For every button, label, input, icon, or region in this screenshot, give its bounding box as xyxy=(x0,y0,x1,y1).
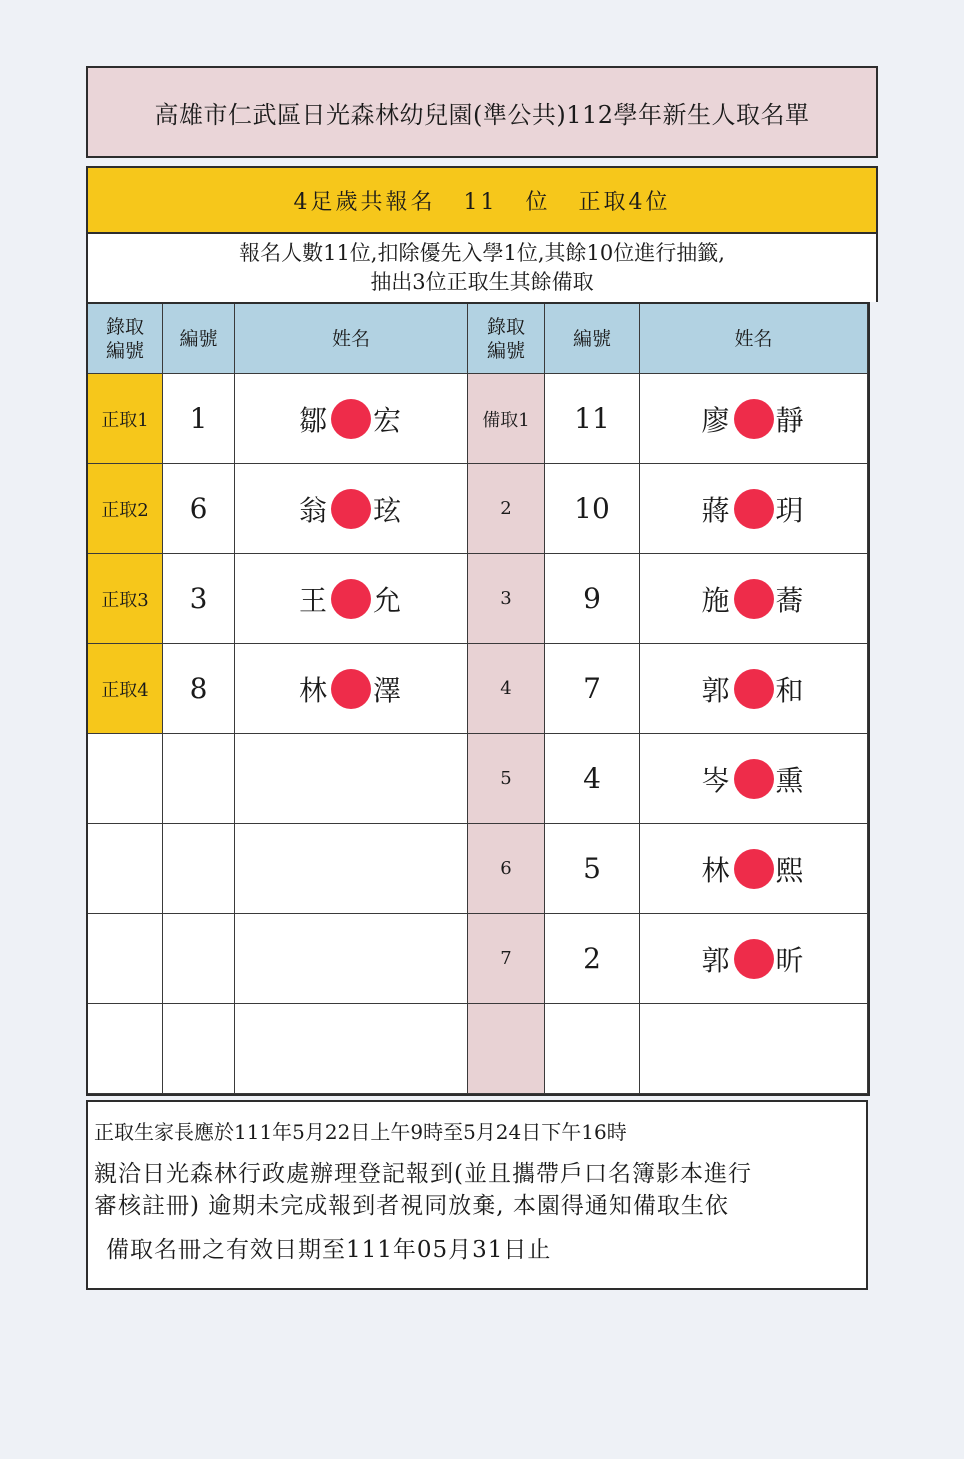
notice-line-2 xyxy=(94,1158,866,1222)
waitlist-name-cell xyxy=(640,554,868,644)
registration-notice xyxy=(86,1100,868,1290)
waitlist-name-last: 熙 xyxy=(775,853,806,887)
waitlist-label: 6 xyxy=(500,858,512,879)
waitlist-serial: 10 xyxy=(574,492,610,525)
waitlist-label: 5 xyxy=(500,768,512,789)
admit-serial: 3 xyxy=(189,582,208,615)
redaction-dot-icon xyxy=(734,489,774,529)
admit-serial-cell xyxy=(163,914,235,1004)
waitlist-serial-cell xyxy=(545,734,640,824)
waitlist-name-cell xyxy=(640,824,868,914)
waitlist-header-name-label: 姓名 xyxy=(734,327,773,350)
waitlist-serial: 7 xyxy=(583,672,601,705)
waitlist-label-cell xyxy=(468,734,545,824)
waitlist-name-cell xyxy=(640,464,868,554)
waitlist-name-cell xyxy=(640,644,868,734)
admission-table xyxy=(86,302,870,1096)
admit-label-cell xyxy=(88,734,163,824)
admit-label-cell xyxy=(88,464,163,554)
redaction-dot-icon xyxy=(331,399,371,439)
waitlist-name-last: 玥 xyxy=(775,493,806,527)
waitlist-label: 7 xyxy=(500,948,512,969)
waitlist-label-cell xyxy=(468,554,545,644)
lottery-note-line-2: 抽出3位正取生其餘備取 xyxy=(370,270,594,294)
admit-label: 正取3 xyxy=(101,589,149,611)
redaction-dot-icon xyxy=(734,399,774,439)
waitlist-name-cell xyxy=(640,1004,868,1094)
waitlist-header-admit-no-line-2: 編號 xyxy=(486,339,525,362)
waitlist-name-first: 施 xyxy=(701,583,732,617)
admit-label-cell xyxy=(88,824,163,914)
admit-name-first: 翁 xyxy=(298,493,329,527)
admit-serial-cell xyxy=(163,734,235,824)
waitlist-name-cell xyxy=(640,374,868,464)
lottery-note-line-1: 報名人數11位,扣除優先入學1位,其餘10位進行抽籤, xyxy=(239,241,725,265)
admit-name-cell xyxy=(235,914,468,1004)
quota-banner: 4足歲共報名 11 位 正取4位 xyxy=(86,166,878,234)
admit-serial-cell xyxy=(163,464,235,554)
admit-name-cell xyxy=(235,554,468,644)
admit-serial-cell xyxy=(163,824,235,914)
waitlist-serial-cell xyxy=(545,554,640,644)
waitlist-name-first: 岑 xyxy=(701,763,732,797)
waitlist-header-serial xyxy=(545,304,640,374)
waitlist-name-first: 蔣 xyxy=(701,493,732,527)
admitted-header-serial xyxy=(163,304,235,374)
admit-name-cell xyxy=(235,464,468,554)
notice-line-2b: 審核註冊) 逾期未完成報到者視同放棄, 本園得通知備取生依 xyxy=(94,1193,729,1219)
waitlist-serial: 5 xyxy=(583,852,601,885)
waitlist-header-name xyxy=(640,304,868,374)
admit-label-cell xyxy=(88,554,163,644)
waitlist-label: 3 xyxy=(500,588,512,609)
admit-label: 正取4 xyxy=(101,679,149,701)
waitlist-label-cell xyxy=(468,374,545,464)
redaction-dot-icon xyxy=(331,579,371,619)
waitlist-label: 備取1 xyxy=(482,409,530,431)
waitlist-name-first: 林 xyxy=(701,853,732,887)
admitted-header-admit-no-line-2: 編號 xyxy=(105,339,144,362)
waitlist-serial-cell xyxy=(545,1004,640,1094)
admission-sheet xyxy=(86,66,878,1290)
admit-serial: 8 xyxy=(189,672,208,705)
waitlist-name-last: 蕎 xyxy=(775,583,806,617)
admit-name-first: 林 xyxy=(298,673,329,707)
admit-name-last: 宏 xyxy=(373,403,404,437)
redaction-dot-icon xyxy=(734,759,774,799)
waitlist-serial-cell xyxy=(545,644,640,734)
admit-serial: 6 xyxy=(189,492,208,525)
admit-serial-cell xyxy=(163,1004,235,1094)
waitlist-name-last: 和 xyxy=(775,673,806,707)
admit-label: 正取1 xyxy=(101,409,149,431)
waitlist-label-cell xyxy=(468,914,545,1004)
redaction-dot-icon xyxy=(331,669,371,709)
admit-serial-cell xyxy=(163,644,235,734)
admitted-header-name-label: 姓名 xyxy=(331,327,370,350)
admit-name-cell xyxy=(235,1004,468,1094)
redaction-dot-icon xyxy=(331,489,371,529)
waitlist-header-serial-label: 編號 xyxy=(572,327,611,350)
admit-label-cell xyxy=(88,1004,163,1094)
lottery-note xyxy=(86,234,878,302)
waitlist-name-first: 郭 xyxy=(701,943,732,977)
admitted-header-serial-label: 編號 xyxy=(179,327,218,350)
admit-label-cell xyxy=(88,644,163,734)
admit-name-last: 澤 xyxy=(373,673,404,707)
redaction-dot-icon xyxy=(734,849,774,889)
waitlist-serial: 4 xyxy=(583,762,601,795)
waitlist-name-first: 廖 xyxy=(701,403,732,437)
waitlist-serial-cell xyxy=(545,824,640,914)
redaction-dot-icon xyxy=(734,669,774,709)
waitlist-label-cell xyxy=(468,644,545,734)
notice-line-3: 備取名冊之有效日期至111年05月31日止 xyxy=(106,1237,552,1263)
waitlist-header-admit-no-line-1: 錄取 xyxy=(486,315,525,338)
waitlist-name-last: 靜 xyxy=(775,403,806,437)
admit-serial-cell xyxy=(163,374,235,464)
admit-serial: 1 xyxy=(189,402,208,435)
admitted-header-admit-no xyxy=(88,304,163,374)
waitlist-label: 2 xyxy=(500,498,512,519)
waitlist-serial-cell xyxy=(545,464,640,554)
admit-name-cell xyxy=(235,644,468,734)
admit-name-last: 玹 xyxy=(373,493,404,527)
admit-name-cell xyxy=(235,734,468,824)
admit-name-first: 鄒 xyxy=(298,403,329,437)
admit-serial-cell xyxy=(163,554,235,644)
waitlist-label-cell xyxy=(468,1004,545,1094)
waitlist-serial: 9 xyxy=(583,582,601,615)
admit-name-cell xyxy=(235,374,468,464)
admit-label: 正取2 xyxy=(101,499,149,521)
waitlist-serial-cell xyxy=(545,374,640,464)
waitlist-serial: 2 xyxy=(583,942,601,975)
redaction-dot-icon xyxy=(734,939,774,979)
notice-line-1: 正取生家長應於111年5月22日上午9時至5月24日下午16時 xyxy=(94,1120,627,1144)
waitlist-serial: 11 xyxy=(574,402,610,435)
waitlist-name-cell xyxy=(640,914,868,1004)
admit-name-cell xyxy=(235,824,468,914)
waitlist-name-last: 熏 xyxy=(775,763,806,797)
notice-line-2a: 親洽日光森林行政處辦理登記報到(並且攜帶戶口名簿影本進行 xyxy=(94,1161,752,1187)
waitlist-label: 4 xyxy=(500,678,512,699)
waitlist-name-first: 郭 xyxy=(701,673,732,707)
page-title: 高雄市仁武區日光森林幼兒園(準公共)112學年新生人取名單 xyxy=(86,66,878,158)
admit-name-last: 允 xyxy=(373,583,404,617)
waitlist-header-admit-no xyxy=(468,304,545,374)
waitlist-label-cell xyxy=(468,464,545,554)
waitlist-name-cell xyxy=(640,734,868,824)
waitlist-name-last: 昕 xyxy=(775,943,806,977)
admit-name-first: 王 xyxy=(298,583,329,617)
admit-label-cell xyxy=(88,914,163,1004)
redaction-dot-icon xyxy=(734,579,774,619)
admit-label-cell xyxy=(88,374,163,464)
waitlist-serial-cell xyxy=(545,914,640,1004)
admitted-header-name xyxy=(235,304,468,374)
admitted-header-admit-no-line-1: 錄取 xyxy=(105,315,144,338)
waitlist-label-cell xyxy=(468,824,545,914)
